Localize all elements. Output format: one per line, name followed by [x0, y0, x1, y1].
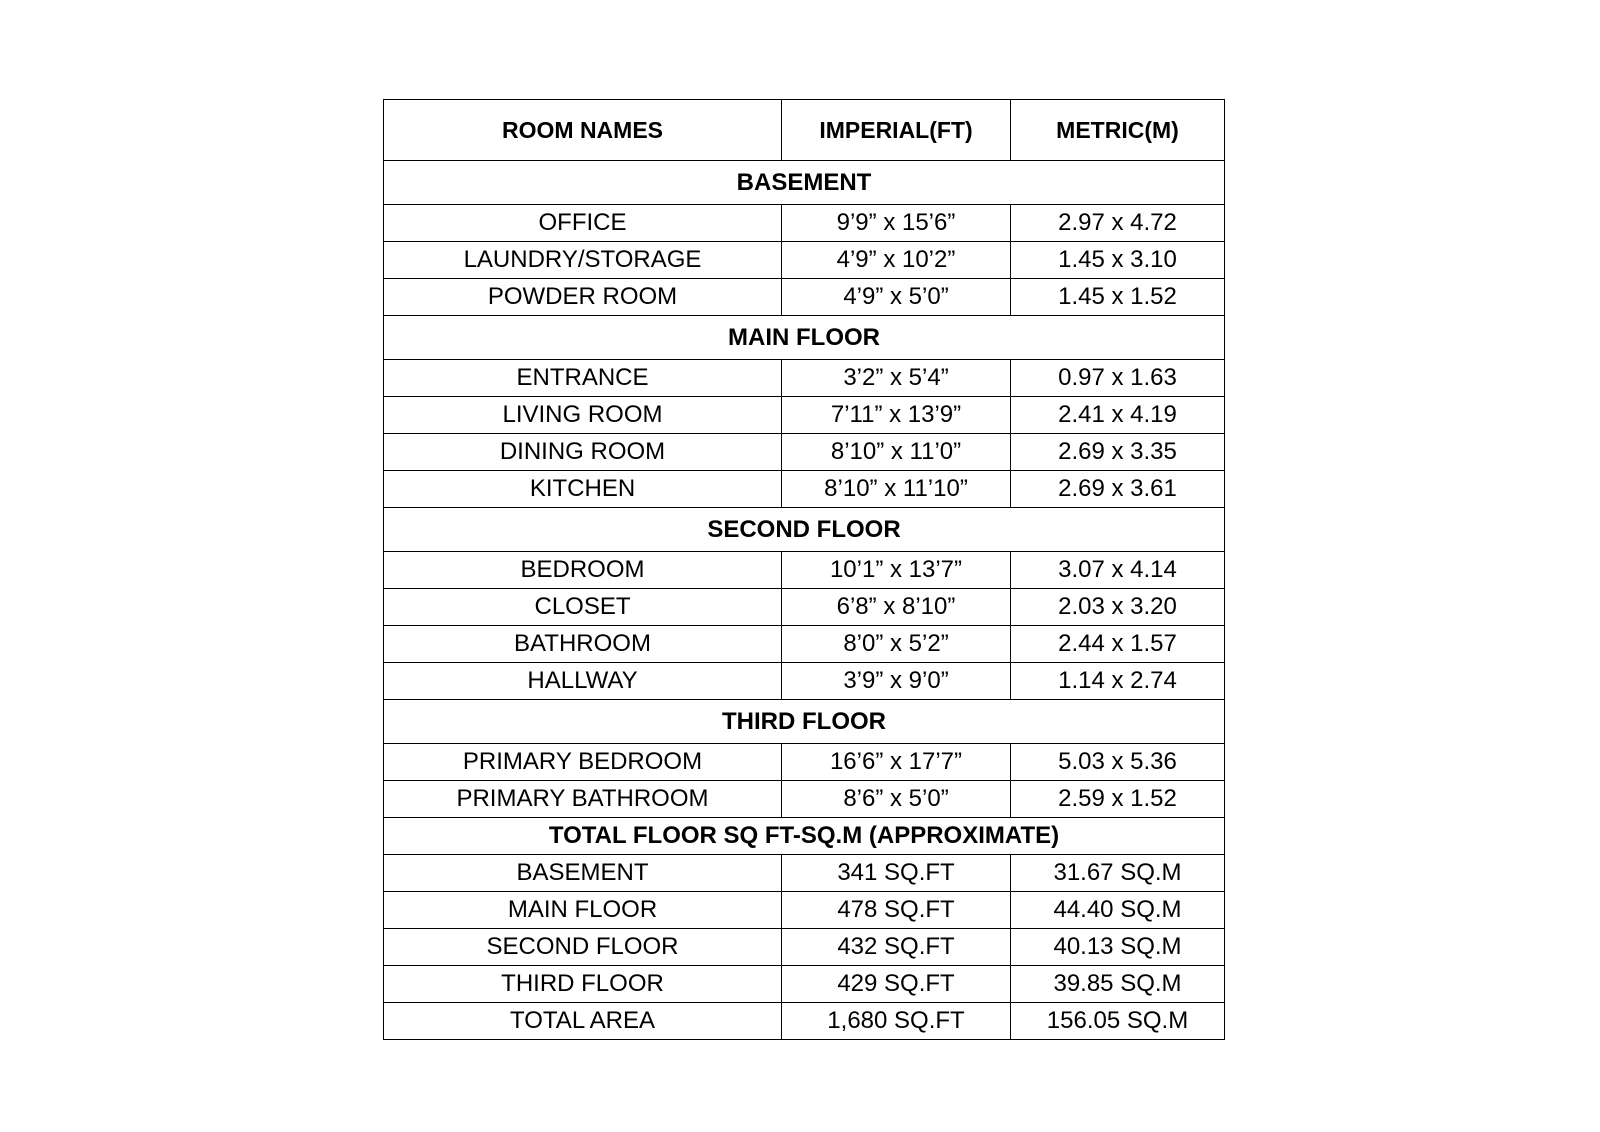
table-row: [384, 855, 1225, 892]
third-floor-room-name-cell: PRIMARY BATHROOM: [384, 781, 782, 818]
section-main-floor-row: [384, 316, 1225, 360]
section-basement-row: [384, 161, 1225, 205]
table-row: [384, 744, 1225, 781]
second-floor-metric-cell: 2.03 x 3.20: [1011, 589, 1225, 626]
basement-imperial-cell: 4’9” x 10’2”: [782, 242, 1011, 279]
third-floor-metric-cell: 5.03 x 5.36: [1011, 744, 1225, 781]
main-floor-imperial-cell: 8’10” x 11’10”: [782, 471, 1011, 508]
table-row: [384, 360, 1225, 397]
table-row: [384, 929, 1225, 966]
second-floor-room-name-cell: CLOSET: [384, 589, 782, 626]
totals-row: [384, 818, 1225, 855]
table-row: [384, 397, 1225, 434]
main-floor-metric-cell: 2.41 x 4.19: [1011, 397, 1225, 434]
second-floor-imperial-cell: 6’8” x 8’10”: [782, 589, 1011, 626]
section-basement-title: BASEMENT: [384, 161, 1225, 205]
basement-metric-cell: 2.97 x 4.72: [1011, 205, 1225, 242]
totals-room-name-cell: BASEMENT: [384, 855, 782, 892]
basement-metric-cell: 1.45 x 1.52: [1011, 279, 1225, 316]
second-floor-metric-cell: 1.14 x 2.74: [1011, 663, 1225, 700]
basement-room-name-cell: POWDER ROOM: [384, 279, 782, 316]
basement-room-name-cell: LAUNDRY/STORAGE: [384, 242, 782, 279]
totals-room-name-cell: SECOND FLOOR: [384, 929, 782, 966]
main-floor-room-name-cell: DINING ROOM: [384, 434, 782, 471]
second-floor-room-name-cell: BEDROOM: [384, 552, 782, 589]
section-third-floor-title: THIRD FLOOR: [384, 700, 1225, 744]
header-metric: METRIC(M): [1011, 100, 1225, 161]
totals-imperial-cell: 478 SQ.FT: [782, 892, 1011, 929]
header-row: [384, 100, 1225, 161]
basement-room-name-cell: OFFICE: [384, 205, 782, 242]
table-row: [384, 892, 1225, 929]
totals-metric-cell: 40.13 SQ.M: [1011, 929, 1225, 966]
header-room-names: ROOM NAMES: [384, 100, 782, 161]
totals-imperial-cell: 429 SQ.FT: [782, 966, 1011, 1003]
second-floor-room-name-cell: HALLWAY: [384, 663, 782, 700]
table-row: [384, 781, 1225, 818]
second-floor-imperial-cell: 3’9” x 9’0”: [782, 663, 1011, 700]
third-floor-metric-cell: 2.59 x 1.52: [1011, 781, 1225, 818]
totals-metric-cell: 156.05 SQ.M: [1011, 1003, 1225, 1040]
third-floor-imperial-cell: 16’6” x 17’7”: [782, 744, 1011, 781]
second-floor-metric-cell: 2.44 x 1.57: [1011, 626, 1225, 663]
totals-imperial-cell: 1,680 SQ.FT: [782, 1003, 1011, 1040]
room-dimensions-table: [383, 99, 1225, 1040]
main-floor-room-name-cell: LIVING ROOM: [384, 397, 782, 434]
main-floor-metric-cell: 0.97 x 1.63: [1011, 360, 1225, 397]
third-floor-imperial-cell: 8’6” x 5’0”: [782, 781, 1011, 818]
second-floor-metric-cell: 3.07 x 4.14: [1011, 552, 1225, 589]
table-row: [384, 205, 1225, 242]
section-main-floor-title: MAIN FLOOR: [384, 316, 1225, 360]
table-row: [384, 663, 1225, 700]
table-row: [384, 242, 1225, 279]
third-floor-room-name-cell: PRIMARY BEDROOM: [384, 744, 782, 781]
table-row: [384, 626, 1225, 663]
totals-metric-cell: 31.67 SQ.M: [1011, 855, 1225, 892]
table-row: [384, 589, 1225, 626]
totals-metric-cell: 39.85 SQ.M: [1011, 966, 1225, 1003]
totals-imperial-cell: 432 SQ.FT: [782, 929, 1011, 966]
totals-imperial-cell: 341 SQ.FT: [782, 855, 1011, 892]
basement-metric-cell: 1.45 x 3.10: [1011, 242, 1225, 279]
basement-imperial-cell: 4’9” x 5’0”: [782, 279, 1011, 316]
table-row: [384, 279, 1225, 316]
totals-room-name-cell: THIRD FLOOR: [384, 966, 782, 1003]
totals-room-name-cell: TOTAL AREA: [384, 1003, 782, 1040]
table-body: [384, 161, 1225, 1040]
section-second-floor-row: [384, 508, 1225, 552]
main-floor-metric-cell: 2.69 x 3.61: [1011, 471, 1225, 508]
totals-room-name-cell: MAIN FLOOR: [384, 892, 782, 929]
table-row: [384, 1003, 1225, 1040]
section-second-floor-title: SECOND FLOOR: [384, 508, 1225, 552]
second-floor-imperial-cell: 10’1” x 13’7”: [782, 552, 1011, 589]
table-row: [384, 471, 1225, 508]
table-row: [384, 552, 1225, 589]
basement-imperial-cell: 9’9” x 15’6”: [782, 205, 1011, 242]
main-floor-imperial-cell: 8’10” x 11’0”: [782, 434, 1011, 471]
header-imperial: IMPERIAL(FT): [782, 100, 1011, 161]
totals-title: TOTAL FLOOR SQ FT-SQ.M (APPROXIMATE): [384, 818, 1225, 855]
totals-metric-cell: 44.40 SQ.M: [1011, 892, 1225, 929]
table-row: [384, 966, 1225, 1003]
table-row: [384, 434, 1225, 471]
second-floor-imperial-cell: 8’0” x 5’2”: [782, 626, 1011, 663]
main-floor-room-name-cell: ENTRANCE: [384, 360, 782, 397]
main-floor-room-name-cell: KITCHEN: [384, 471, 782, 508]
main-floor-metric-cell: 2.69 x 3.35: [1011, 434, 1225, 471]
section-third-floor-row: [384, 700, 1225, 744]
second-floor-room-name-cell: BATHROOM: [384, 626, 782, 663]
main-floor-imperial-cell: 3’2” x 5’4”: [782, 360, 1011, 397]
main-floor-imperial-cell: 7’11” x 13’9”: [782, 397, 1011, 434]
